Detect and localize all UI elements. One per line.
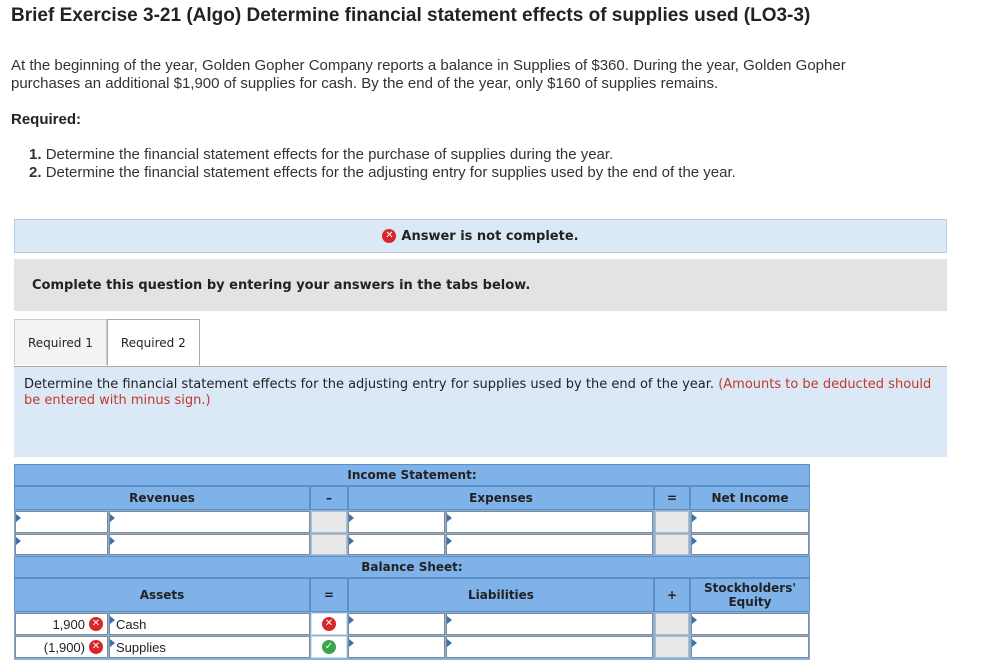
asset-status-2 [311,636,347,658]
expense-account-select-2[interactable] [446,534,653,555]
plus-header: + [654,578,690,612]
incorrect-icon: ✕ [322,617,336,631]
instructions-note: (Amounts to be deducted should be entered with minus sign.) [24,377,932,408]
income-statement-title: Income Statement: [14,464,810,486]
asset-account-2[interactable]: Supplies [109,636,310,658]
asset-status-1 [311,613,347,635]
net-income-input-2[interactable] [691,534,809,555]
net-income-input[interactable] [691,511,809,533]
liability-amount-1[interactable] [348,613,445,635]
answer-status-banner [14,219,947,253]
revenue-account-select[interactable] [109,511,310,533]
asset-account-1[interactable]: Cash [109,613,310,635]
equity-input-1[interactable] [691,613,809,635]
complete-instructions: Complete this question by entering your answers in the tabs below. [14,259,947,311]
tab-required-1[interactable]: Required 1 [14,319,107,365]
equals-header: = [654,486,690,510]
expense-account-select[interactable] [446,511,653,533]
liability-account-2[interactable] [446,636,653,658]
asset-amount-1[interactable]: 1,900 ✕ [15,613,108,635]
liability-account-1[interactable] [446,613,653,635]
balance-sheet-title: Balance Sheet: [14,556,810,578]
required-item-2: 2. Determine the financial statement effects for the adjusting entry for supplies used by the end of the year. [29,164,736,181]
bs-equals-header: = [310,578,348,612]
required-list [29,146,736,182]
asset-amount-2[interactable]: (1,900) ✕ [15,636,108,658]
tab-instructions: Determine the financial statement effects for the adjusting entry for supplies used by the end of the year. (Amounts to be deducted should be entered with minus sign.) [14,367,947,457]
expense-status-cell-2 [655,534,689,555]
revenue-account-select-2[interactable] [109,534,310,555]
page-title: Brief Exercise 3-21 (Algo) Determine financial statement effects of supplies used (LO3-3) [11,5,811,26]
equity-input-2[interactable] [691,636,809,658]
assets-header: Assets [14,578,310,612]
liability-status-1 [655,613,689,635]
liabilities-header: Liabilities [348,578,654,612]
required-heading: Required: [11,111,82,128]
net-income-header: Net Income [690,486,810,510]
problem-text: At the beginning of the year, Golden Gopher Company reports a balance in Supplies of $360. During the year, Golden Gopher purchases an additional $1,900 of supplies for cash. By the end of the year, only $160 of supplies remains. [11,57,846,92]
revenue-status-cell-2 [311,534,347,555]
revenue-amount-input-2[interactable] [15,534,108,555]
revenue-amount-input[interactable] [15,511,108,533]
expenses-header: Expenses [348,486,654,510]
equity-header: Stockholders' Equity [690,578,810,612]
tab-bar [14,319,200,366]
check-icon: ✓ [322,640,336,654]
liability-amount-2[interactable] [348,636,445,658]
minus-header: – [310,486,348,510]
expense-amount-input-2[interactable] [348,534,445,555]
tab-required-2[interactable]: Required 2 [107,319,200,366]
incorrect-icon: ✕ [89,617,103,631]
expense-status-cell [655,511,689,533]
required-item-1: 1. Determine the financial statement effects for the purchase of supplies during the year. [29,146,614,163]
incorrect-icon: ✕ [89,640,103,654]
answer-status-text: Answer is not complete. [401,228,579,244]
x-icon: ✕ [382,229,396,243]
liability-status-2 [655,636,689,658]
revenue-status-cell [311,511,347,533]
revenues-header: Revenues [14,486,310,510]
expense-amount-input[interactable] [348,511,445,533]
